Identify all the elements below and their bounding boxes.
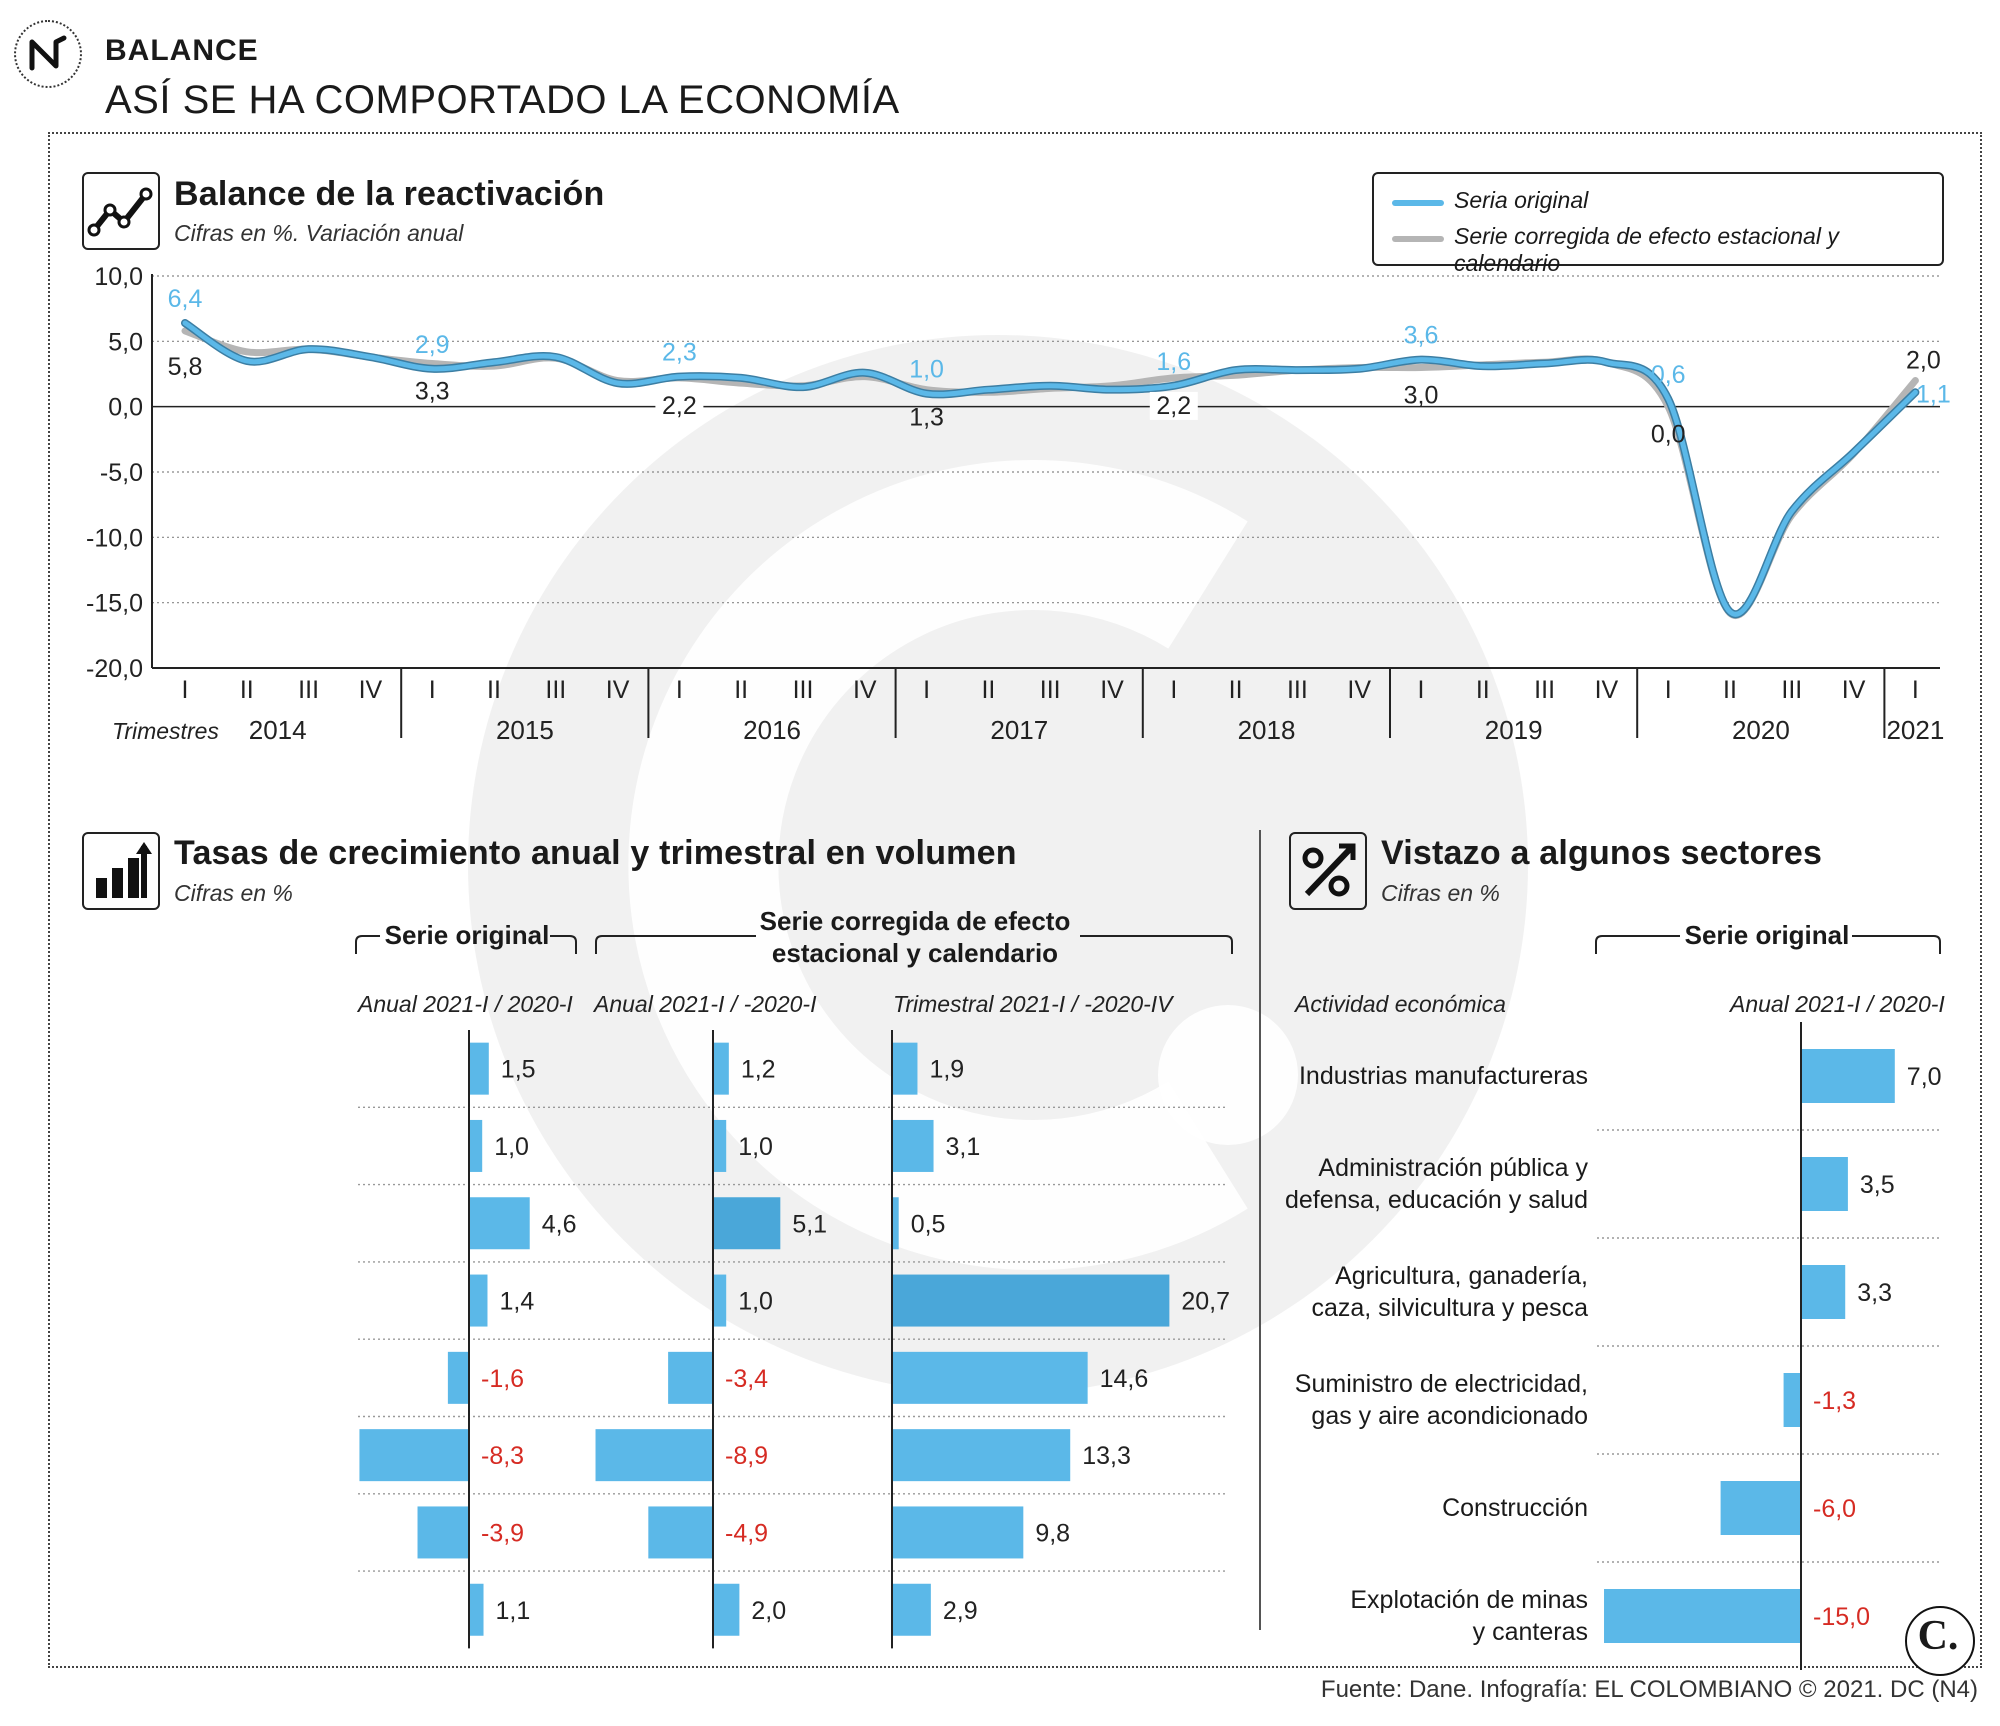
sector-label-line: Agricultura, ganadería,	[1335, 1262, 1588, 1290]
y-tick-label: -20,0	[86, 655, 143, 683]
bar-value-label: 1,5	[500, 1055, 536, 1084]
quarter-tick-label: I	[1170, 676, 1178, 704]
percent-icon	[1289, 832, 1367, 910]
logo-letter: C.	[1917, 1613, 1959, 1659]
col-sector-annual: Anual 2021-I / 2020-I	[1730, 991, 1945, 1017]
bar-value-label: -3,4	[725, 1364, 769, 1393]
bar-value-label: 1,2	[740, 1055, 776, 1084]
group-adjusted-line1: Serie corregida de efecto	[759, 906, 1071, 936]
quarter-tick-label: II	[487, 676, 501, 704]
quarter-tick-label: III	[298, 676, 320, 704]
legend-adjusted: Serie corregida de efecto estacional y calendario	[1454, 223, 1839, 276]
bar	[668, 1352, 713, 1404]
bar	[892, 1506, 1023, 1558]
quarter-tick-label: III	[1039, 676, 1061, 704]
year-label: 2020	[1731, 715, 1790, 745]
bar-value-label: 4,6	[541, 1210, 577, 1239]
quarter-tick-label: III	[1781, 676, 1803, 704]
bar-value-label: 9,8	[1035, 1519, 1071, 1548]
sector-label	[1260, 1260, 1588, 1324]
bar	[469, 1043, 489, 1095]
sector-value-label: 7,0	[1906, 1063, 1942, 1091]
bar	[648, 1506, 713, 1558]
y-tick-label: -5,0	[99, 459, 143, 487]
sector-bar	[1784, 1373, 1801, 1427]
adjusted-data-label: 3,3	[414, 377, 450, 406]
bar	[469, 1197, 530, 1249]
bar	[892, 1120, 934, 1172]
bar-value-label: 20,7	[1181, 1287, 1231, 1316]
sector-bar	[1604, 1589, 1801, 1643]
sector-bar	[1801, 1265, 1845, 1319]
y-tick-label: 0,0	[108, 393, 143, 422]
original-data-label: 2,3	[662, 338, 697, 367]
bar	[892, 1429, 1070, 1481]
sector-label-line: y canteras	[1472, 1618, 1588, 1646]
sectores-group: Serie original	[1684, 920, 1850, 950]
bar-value-label: 3,1	[945, 1132, 981, 1161]
quarter-tick-label: III	[1286, 676, 1308, 704]
sector-label	[1260, 1492, 1588, 1524]
year-label: 2018	[1237, 715, 1296, 745]
bar-value-label: 2,9	[942, 1596, 978, 1625]
headline: ASÍ SE HA COMPORTADO LA ECONOMÍA	[105, 78, 900, 122]
bar	[469, 1275, 487, 1327]
quarter-tick-label: II	[239, 676, 254, 704]
group-bracket	[356, 936, 380, 954]
group-bracket	[550, 936, 576, 954]
bar-value-label: 5,1	[792, 1210, 828, 1239]
bar-value-label: -8,3	[481, 1442, 525, 1471]
quarter-tick-label: III	[1534, 676, 1556, 704]
quarter-tick-label: II	[981, 676, 996, 704]
legend-original: Seria original	[1454, 187, 1589, 213]
sector-label	[1260, 1060, 1588, 1092]
original-data-label: 6,4	[167, 285, 203, 314]
quarter-tick-label: IV	[1100, 676, 1124, 704]
tasas-title: Tasas de crecimiento anual y trimestral en volumen	[174, 834, 1017, 872]
group-original: Serie original	[384, 920, 550, 950]
sector-label-line: defensa, educación y salud	[1285, 1186, 1588, 1214]
quarter-tick-label: IV	[1841, 676, 1866, 704]
sector-bar	[1801, 1049, 1895, 1103]
adjusted-data-label: 2,2	[1156, 391, 1192, 420]
adjusted-data-label: 2,2	[662, 391, 697, 420]
bar-value-label: 1,0	[494, 1132, 529, 1161]
sector-label-line: Administración pública y	[1318, 1154, 1588, 1182]
year-label: 2017	[990, 715, 1049, 745]
group-bracket	[596, 936, 756, 954]
bar	[596, 1429, 713, 1481]
bar-value-label: 1,0	[738, 1287, 773, 1316]
bar	[892, 1584, 931, 1636]
sector-label-line: Construcción	[1442, 1494, 1588, 1522]
col-quarterly-adjusted: Trimestral 2021-I / -2020-IV	[893, 991, 1173, 1017]
sector-value-label: 3,5	[1859, 1171, 1895, 1199]
x-axis-label: Trimestres	[112, 718, 219, 744]
bar	[448, 1352, 469, 1404]
adjusted-data-label: 0,0	[1650, 420, 1686, 449]
original-data-label: 3,6	[1403, 321, 1439, 350]
bar	[469, 1584, 484, 1636]
original-data-label: 1,6	[1156, 347, 1192, 376]
original-data-label: 1,0	[909, 355, 944, 384]
sector-bar	[1721, 1481, 1801, 1535]
bar	[892, 1197, 899, 1249]
bar-value-label: -3,9	[481, 1519, 525, 1548]
year-label: 2015	[495, 715, 554, 745]
original-data-label: 1,1	[1916, 380, 1951, 409]
quarter-tick-label: I	[1911, 676, 1919, 704]
quarter-tick-label: II	[734, 676, 749, 704]
quarter-tick-label: IV	[1347, 676, 1372, 704]
sector-label	[1260, 1584, 1588, 1648]
sector-label-line: Industrias manufactureras	[1298, 1062, 1588, 1090]
quarter-tick-label: I	[923, 676, 931, 704]
year-label: 2016	[743, 715, 802, 745]
group-bracket	[1080, 936, 1232, 954]
bar	[713, 1584, 739, 1636]
bar	[713, 1120, 726, 1172]
adjusted-data-label: 2,0	[1906, 346, 1941, 375]
sector-label-line: Suministro de electricidad,	[1294, 1370, 1588, 1398]
bar	[892, 1275, 1169, 1327]
quarter-tick-label: IV	[358, 676, 383, 704]
col-annual-original: Anual 2021-I / 2020-I	[358, 991, 573, 1017]
bar-value-label: 1,1	[495, 1596, 531, 1625]
quarter-tick-label: I	[181, 676, 189, 704]
bar-value-label: -1,6	[481, 1364, 525, 1393]
col-annual-adjusted: Anual 2021-I / -2020-I	[594, 991, 817, 1017]
bar-value-label: -4,9	[725, 1519, 769, 1548]
bar	[418, 1506, 469, 1558]
bar	[713, 1043, 729, 1095]
source-note: Fuente: Dane. Infografía: EL COLOMBIANO © 2021. DC (N4)	[1320, 1676, 1978, 1703]
bar-value-label: -8,9	[725, 1442, 769, 1471]
top-chart-subtitle: Cifras en %. Variación anual	[174, 220, 464, 246]
y-tick-label: -15,0	[86, 589, 143, 618]
sector-label	[1260, 1368, 1588, 1432]
quarter-tick-label: I	[428, 676, 436, 704]
sector-label	[1260, 1152, 1588, 1216]
adjusted-data-label: 1,3	[909, 403, 944, 432]
sectores-title: Vistazo a algunos sectores	[1381, 834, 1823, 872]
quarter-tick-label: III	[792, 676, 814, 704]
original-data-label: 2,9	[414, 330, 450, 359]
sector-value-label: -1,3	[1813, 1387, 1857, 1415]
bar	[713, 1197, 780, 1249]
sector-value-label: -15,0	[1813, 1603, 1870, 1631]
y-tick-label: 5,0	[108, 328, 143, 357]
quarter-tick-label: IV	[1594, 676, 1619, 704]
quarter-tick-label: III	[545, 676, 567, 704]
sector-value-label: -6,0	[1813, 1495, 1857, 1523]
quarter-tick-label: II	[1475, 676, 1490, 704]
quarter-tick-label: I	[675, 676, 683, 704]
bar	[892, 1043, 917, 1095]
group-adjusted-line2: estacional y calendario	[771, 938, 1059, 968]
sector-label-line: caza, silvicultura y pesca	[1311, 1294, 1588, 1322]
sector-label-line: Explotación de minas	[1350, 1586, 1588, 1614]
bar-value-label: 1,0	[738, 1132, 773, 1161]
bar	[469, 1120, 482, 1172]
quarter-tick-label: II	[1723, 676, 1737, 704]
quarter-tick-label: I	[1417, 676, 1425, 704]
bar	[359, 1429, 469, 1481]
quarter-tick-label: IV	[605, 676, 630, 704]
quarter-tick-label: I	[1664, 676, 1672, 704]
col-activity: Actividad económica	[1295, 991, 1506, 1017]
bar-value-label: 14,6	[1099, 1364, 1149, 1393]
year-label: 2014	[248, 715, 307, 745]
adjusted-data-label: 5,8	[167, 352, 203, 381]
year-label: 2021	[1886, 715, 1945, 745]
tasas-subtitle: Cifras en %	[174, 880, 293, 906]
top-chart-title: Balance de la reactivación	[174, 175, 605, 213]
bar-value-label: 0,5	[910, 1210, 946, 1239]
sector-label-line: gas y aire acondicionado	[1311, 1402, 1588, 1430]
kicker: BALANCE	[105, 34, 259, 67]
year-label: 2019	[1484, 715, 1543, 745]
bar-value-label: 1,9	[929, 1055, 965, 1084]
adjusted-data-label: 3,0	[1403, 381, 1439, 410]
y-tick-label: 10,0	[94, 263, 143, 291]
original-data-label: 0,6	[1650, 360, 1686, 389]
sectores-subtitle: Cifras en %	[1381, 880, 1500, 906]
quarter-tick-label: II	[1228, 676, 1243, 704]
bar	[892, 1352, 1088, 1404]
quarter-tick-label: IV	[852, 676, 877, 704]
bar-value-label: 1,4	[499, 1287, 535, 1316]
y-tick-label: -10,0	[86, 524, 143, 553]
bar-value-label: 2,0	[751, 1596, 787, 1625]
sector-value-label: 3,3	[1857, 1279, 1892, 1307]
sector-bar	[1801, 1157, 1848, 1211]
bar	[713, 1275, 726, 1327]
bar-value-label: 13,3	[1082, 1442, 1131, 1471]
